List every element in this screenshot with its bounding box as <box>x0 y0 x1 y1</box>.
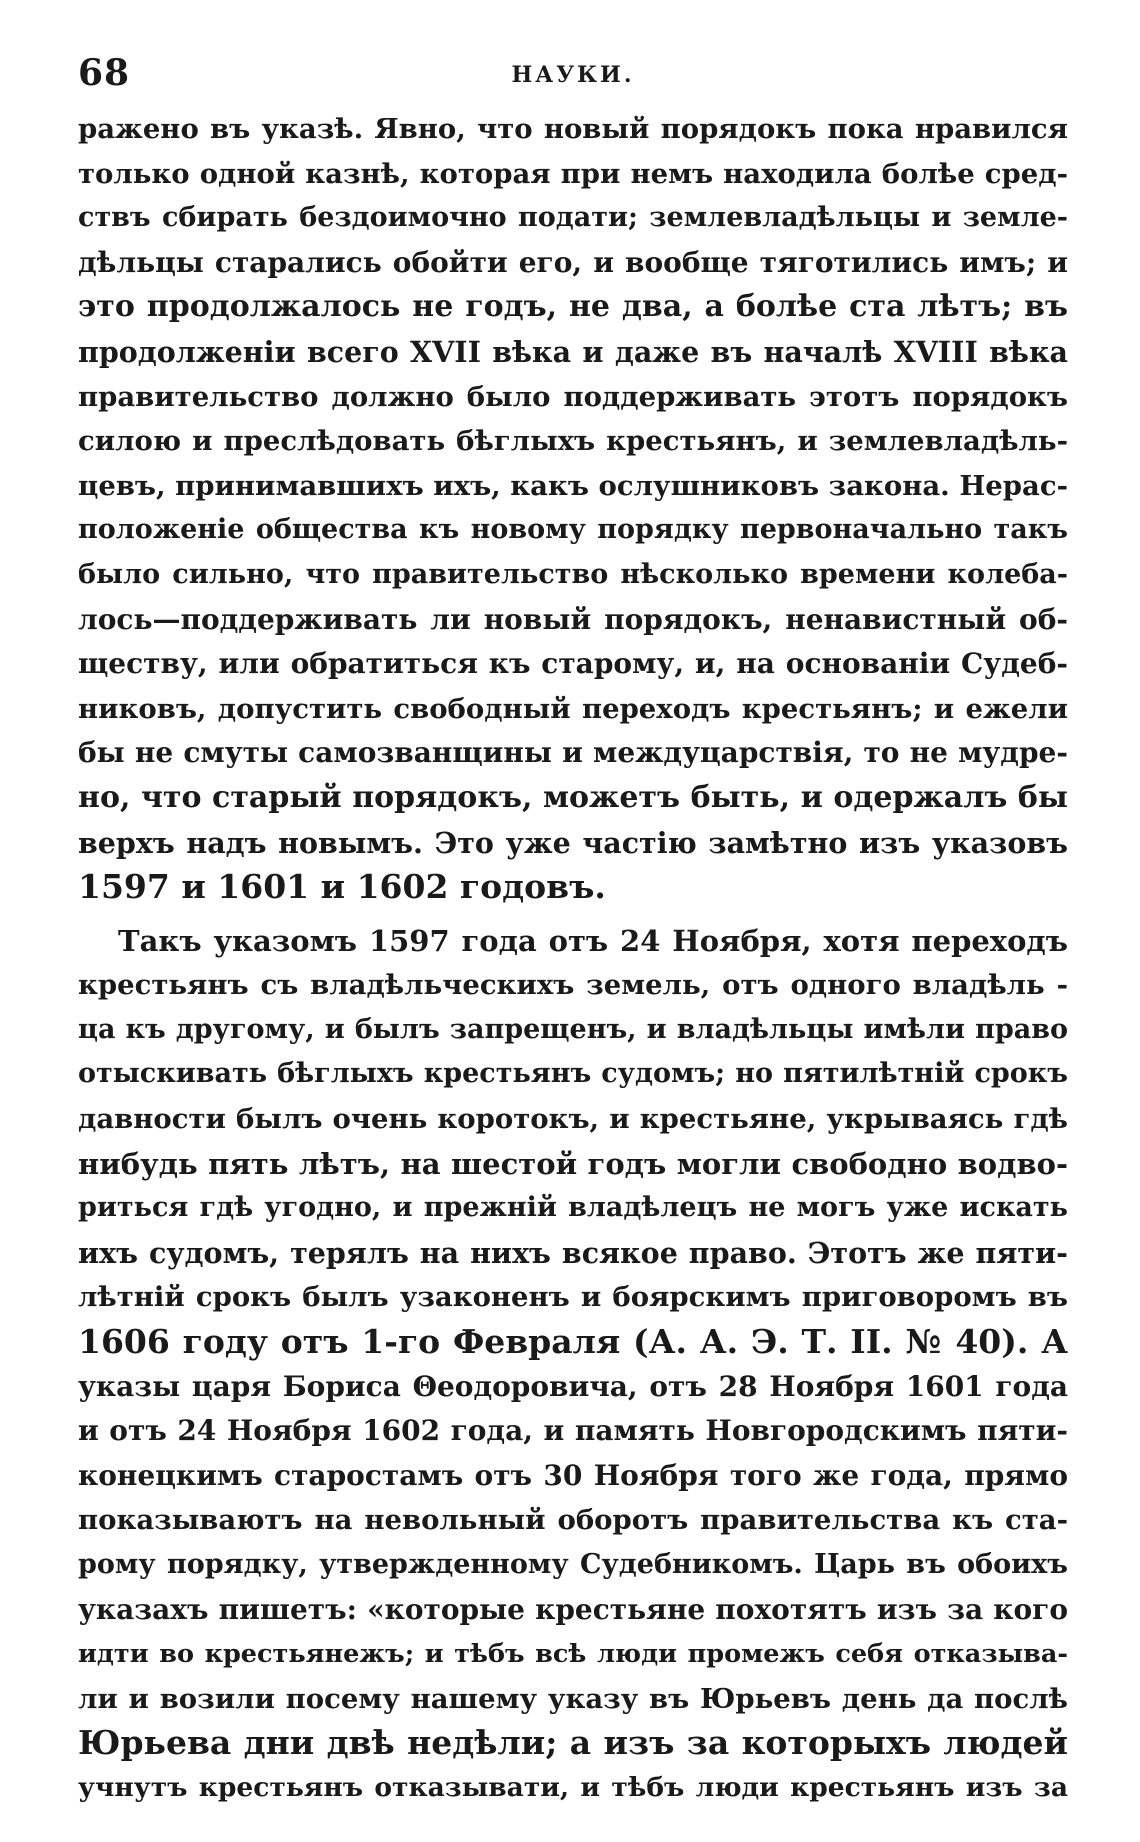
text-line: 1606 году отъ 1-го Февраля (А. А. Э. Т. II. № 40). А <box>78 1322 1068 1362</box>
paragraph-1 <box>78 107 1068 910</box>
page-number: 68 <box>78 52 131 94</box>
text-line: только одной казнѣ, которая при немъ находила болѣе сред- <box>78 157 1068 190</box>
text-line: дѣльцы старались обойти его, и вообще тяготились имъ; и <box>78 245 1068 279</box>
text-line: лось—поддерживать ли новый порядокъ, ненавистный об- <box>78 602 1068 636</box>
text-line: конецкимъ старостамъ отъ 30 Ноября того же года, прямо <box>78 1458 1068 1492</box>
text-line: верхъ надъ новымъ. Это уже частію замѣтно изъ указовъ <box>78 825 1068 860</box>
text-line: давности былъ очень коротокъ, и крестьяне, укрываясь гдѣ <box>78 1103 1068 1136</box>
page-header <box>78 52 1068 92</box>
text-line: рому порядку, утвержденному Судебникомъ. Царь въ обоихъ <box>78 1549 1068 1580</box>
text-line: лѣтній срокъ былъ узаконенъ и боярскимъ приговоромъ въ <box>78 1281 1068 1314</box>
text-line: и отъ 24 Ноября 1602 года, и память Новгородскимъ пяти- <box>78 1414 1068 1448</box>
text-line: ствъ сбирать бездоимочно подати; землевладѣльцы и земле- <box>78 202 1068 234</box>
text-line: положеніе общества къ новому порядку первоначально такъ <box>78 514 1068 546</box>
text-line: ца къ другому, и былъ запрещенъ, и владѣльцы имѣли право <box>78 1013 1068 1045</box>
text-line: ихъ судомъ, терялъ на нихъ всякое право. Этотъ же пяти- <box>78 1235 1068 1270</box>
text-line: показываютъ на невольный оборотъ правительства къ ста- <box>78 1504 1068 1537</box>
body-text <box>78 107 1068 1811</box>
text-line: идти во крестьянежъ; и тѣбъ всѣ люди промежъ себя отказыва- <box>78 1639 1068 1670</box>
text-line: продолженіи всего XVII вѣка и даже въ началѣ XVIII вѣка <box>78 334 1068 369</box>
text-line: отыскивать бѣглыхъ крестьянъ судомъ; но пятилѣтній срокъ <box>78 1058 1068 1090</box>
text-line: указы царя Бориса Θеодоровича, отъ 28 Ноября 1601 года <box>78 1369 1068 1403</box>
text-line: крестьянъ съ владѣльческихъ земель, отъ одного владѣль - <box>78 969 1068 1002</box>
text-line: это продолжалось не годъ, не два, а болѣе ста лѣтъ; въ <box>78 289 1068 325</box>
text-line: риться гдѣ угодно, и прежній владѣлецъ не могъ уже искать <box>78 1192 1068 1224</box>
text-line: ражено въ указѣ. Явно, что новый порядокъ пока нравился <box>78 113 1068 145</box>
text-line: но, что старый порядокъ, можетъ быть, и одержалъ бы <box>78 779 1068 815</box>
text-line: силою и преслѣдовать бѣглыхъ крестьянъ, и землевладѣль- <box>78 425 1068 458</box>
text-line: цевъ, принимавшихъ ихъ, какъ ослушниковъ закона. Нерас- <box>78 469 1068 502</box>
text-line: ли и возили посему нашему указу въ Юрьевъ день да послѣ <box>78 1682 1068 1715</box>
text-line: Такъ указомъ 1597 года отъ 24 Ноября, хотя переходъ <box>118 923 1068 958</box>
text-line: было сильно, что правительство нѣсколько времени колеба- <box>78 558 1068 590</box>
text-line: учнутъ крестьянъ отказывати, и тѣбъ люди крестьянъ изъ за <box>78 1771 1068 1803</box>
text-line: бы не смуты самозванщины и междуцарствія, то не мудре- <box>78 736 1068 770</box>
paragraph-2 <box>78 919 1068 1811</box>
running-head: НАУКИ. <box>511 62 635 88</box>
text-line: никовъ, допустить свободный переходъ крестьянъ; и ежели <box>78 692 1068 725</box>
text-line: 1597 и 1601 и 1602 годовъ. <box>78 867 606 907</box>
text-line: ществу, или обратиться къ старому, и, на основаніи Судеб- <box>78 647 1068 681</box>
text-line: Юрьева дни двѣ недѣли; а изъ за которыхъ людей <box>78 1723 1068 1763</box>
text-line: нибудь пять лѣтъ, на шестой годъ могли свободно водво- <box>78 1146 1068 1181</box>
text-line: указахъ пишетъ: «которые крестьяне похотятъ изъ за кого <box>78 1592 1068 1626</box>
text-line: правительство должно было поддерживать этотъ порядокъ <box>78 380 1068 413</box>
